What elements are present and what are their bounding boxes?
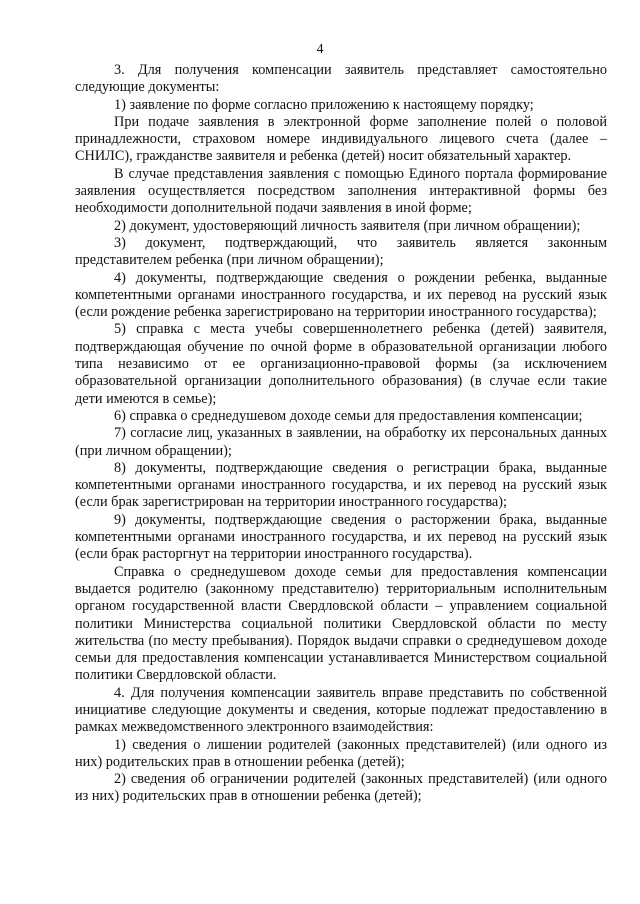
paragraph: 9) документы, подтверждающие сведения о расторжении брака, выданные компетентными органами иностранного государства, и их перевод на русский язык (если брак расторгнут на территории иностранного государства).: [75, 511, 607, 563]
page-number: 4: [316, 42, 324, 57]
paragraph: 7) согласие лиц, указанных в заявлении, на обработку их персональных данных (при личном обращении);: [75, 425, 607, 459]
paragraph: 2) сведения об ограничении родителей (законных представителей) (или одного из них) родительских прав в отношении ребенка (детей);: [75, 771, 607, 805]
paragraph: 6) справка о среднедушевом доходе семьи для предоставления компенсации;: [114, 407, 583, 424]
paragraph: В случае представления заявления с помощью Единого портала формирование заявления осуществляется посредством заполнения интерактивной формы без необходимости дополнительной подачи заявления в иной форме;: [75, 165, 607, 217]
paragraph: 3. Для получения компенсации заявитель представляет самостоятельно следующие документы:: [75, 62, 607, 96]
document-body: [75, 62, 607, 806]
paragraph: 1) сведения о лишении родителей (законных представителей) (или одного из них) родительских прав в отношении ребенка (детей);: [75, 736, 607, 770]
paragraph: 1) заявление по форме согласно приложению к настоящему порядку;: [114, 96, 534, 113]
paragraph: 4) документы, подтверждающие сведения о рождении ребенка, выданные компетентными органами иностранного государства, и их перевод на русский язык (если рождение ребенка зарегистрировано на территории иностранного государства);: [75, 269, 607, 321]
paragraph: 8) документы, подтверждающие сведения о регистрации брака, выданные компетентными органами иностранного государства, и их перевод на русский язык (если брак зарегистрирован на территории иностранного государства);: [75, 459, 607, 511]
paragraph: 5) справка с места учебы совершеннолетнего ребенка (детей) заявителя, подтверждающая обучение по очной форме в образовательной организации любого типа независимо от ее организационно-правовой формы (за исключением образовательной организации дополнительного образования) (в случае если такие дети имеются в семье);: [75, 321, 607, 407]
paragraph: 2) документ, удостоверяющий личность заявителя (при личном обращении);: [114, 217, 581, 234]
paragraph: 3) документ, подтверждающий, что заявитель является законным представителем ребенка (при личном обращении);: [75, 234, 607, 269]
paragraph: Справка о среднедушевом доходе семьи для предоставления компенсации выдается родителю (законному представителю) территориальным исполнительным органом государственной власти Свердловской области – управлением социальной политики Министерства социальной политики Свердловской области по месту жительства (по месту пребывания). Порядок выдачи справки о среднедушевом доходе семьи для предоставления компенсации устанавливается Министерством социальной политики Свердловской области.: [75, 563, 607, 684]
paragraph: При подаче заявления в электронной форме заполнение полей о половой принадлежности, страховом номере индивидуального лицевого счета (далее – СНИЛС), гражданстве заявителя и ребенка (детей) носит обязательный характер.: [75, 113, 607, 165]
paragraph: 4. Для получения компенсации заявитель вправе представить по собственной инициативе следующие документы и сведения, которые подлежат предоставлению в рамках межведомственного электронного взаимодействия:: [75, 684, 607, 736]
